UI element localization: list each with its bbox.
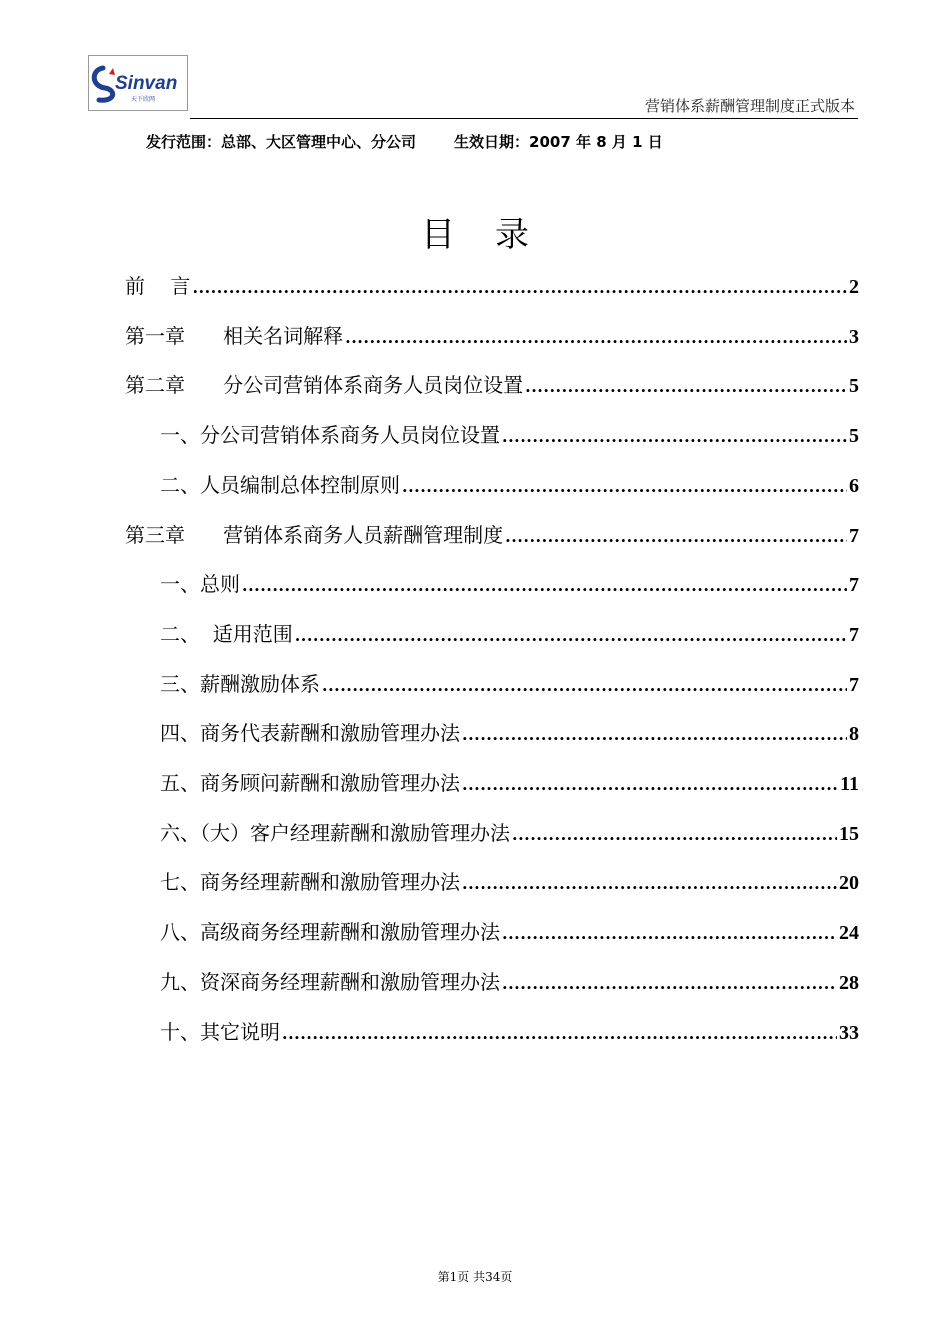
document-header-title: 营销体系薪酬管理制度正式版本	[644, 97, 855, 115]
toc-entry-label: 六、（大）客户经理薪酬和激励管理办法	[160, 820, 510, 845]
page-footer: 第1页 共34页	[437, 1270, 513, 1284]
issue-info	[146, 131, 663, 152]
toc-entry-label: 一、总则	[160, 572, 240, 597]
toc-entry[interactable]	[160, 717, 859, 757]
toc-entry[interactable]	[160, 469, 859, 509]
toc-entry[interactable]	[125, 369, 859, 409]
toc-entry-label: 二、 适用范围	[160, 621, 293, 646]
toc-entry-page: 6	[849, 474, 859, 497]
toc-dot-leader	[462, 725, 847, 744]
toc-entry[interactable]	[160, 1016, 859, 1056]
toc-dot-leader	[345, 328, 847, 347]
toc-dot-leader	[192, 278, 847, 297]
toc-dot-leader	[282, 1024, 837, 1043]
toc-entry-page: 5	[849, 375, 859, 398]
toc-entry-label: 前 言	[125, 274, 191, 298]
toc-entry[interactable]	[160, 866, 859, 906]
toc-entry-label: 第二章 分公司营销体系商务人员岗位设置	[125, 373, 524, 398]
toc-entry[interactable]	[160, 568, 859, 608]
toc-entry-page: 3	[849, 325, 859, 348]
toc-entry[interactable]	[160, 916, 859, 956]
toc-entry[interactable]	[160, 668, 859, 708]
toc-entry-page: 5	[849, 425, 859, 448]
logo-sub-text: 天下欣网	[131, 96, 156, 103]
toc-entry[interactable]	[125, 519, 859, 559]
toc-entry-page: 11	[840, 773, 859, 795]
toc-entry-page: 2	[849, 276, 859, 298]
toc-entry-page: 7	[849, 524, 859, 547]
toc-dot-leader	[402, 477, 847, 496]
toc-entry-label: 二、人员编制总体控制原则	[160, 472, 400, 497]
toc-entry-label: 九、资深商务经理薪酬和激励管理办法	[160, 969, 500, 994]
toc-entry-page: 24	[839, 922, 859, 945]
toc-dot-leader	[502, 924, 837, 943]
toc-entry-page: 20	[839, 872, 859, 895]
issue-scope: 发行范围：总部、大区管理中心、分公司	[146, 133, 417, 151]
toc-entry[interactable]	[160, 767, 859, 807]
toc-entry[interactable]	[125, 270, 859, 310]
toc-entry-label: 第一章 相关名词解释	[125, 323, 344, 348]
toc-entry[interactable]	[160, 966, 859, 1006]
toc-dot-leader	[502, 974, 837, 993]
toc-entry-label: 七、商务经理薪酬和激励管理办法	[160, 870, 460, 895]
toc-dot-leader	[525, 377, 847, 396]
toc-entry[interactable]	[160, 618, 859, 658]
toc-entry-label: 十、其它说明	[160, 1019, 280, 1044]
toc-entry-label: 四、商务代表薪酬和激励管理办法	[160, 721, 460, 746]
toc-dot-leader	[322, 676, 847, 695]
toc-dot-leader	[295, 626, 847, 645]
toc-dot-leader	[462, 775, 838, 794]
toc-entry-label: 五、商务顾问薪酬和激励管理办法	[160, 771, 460, 795]
toc-entry-page: 33	[839, 1021, 859, 1044]
toc-dot-leader	[505, 527, 847, 546]
logo-brand-text: Sinvan	[115, 73, 178, 94]
toc-entry-page: 8	[849, 723, 859, 746]
toc-entry[interactable]	[160, 419, 859, 459]
toc-title: 目录	[421, 215, 569, 255]
toc-entry-page: 15	[839, 822, 859, 845]
toc-entry-label: 第三章 营销体系商务人员薪酬管理制度	[125, 522, 504, 547]
toc-entry-label: 八、高级商务经理薪酬和激励管理办法	[160, 920, 500, 945]
toc-entry-page: 28	[839, 971, 859, 994]
toc-entry[interactable]	[160, 817, 859, 857]
toc-entry[interactable]	[125, 320, 859, 360]
toc-dot-leader	[462, 874, 837, 893]
toc-entry-page: 7	[849, 673, 859, 696]
toc-dot-leader	[512, 825, 837, 844]
toc-dot-leader	[502, 427, 847, 446]
header-divider	[190, 118, 858, 119]
toc-entry-page: 7	[849, 623, 859, 646]
effective-date: 生效日期：2007 年 8 月 1 日	[454, 133, 663, 151]
toc-dot-leader	[242, 576, 847, 595]
toc-entry-label: 一、分公司营销体系商务人员岗位设置	[160, 423, 500, 448]
company-logo	[88, 55, 188, 111]
toc-entry-label: 三、薪酬激励体系	[160, 671, 320, 696]
toc-entry-page: 7	[849, 574, 859, 597]
